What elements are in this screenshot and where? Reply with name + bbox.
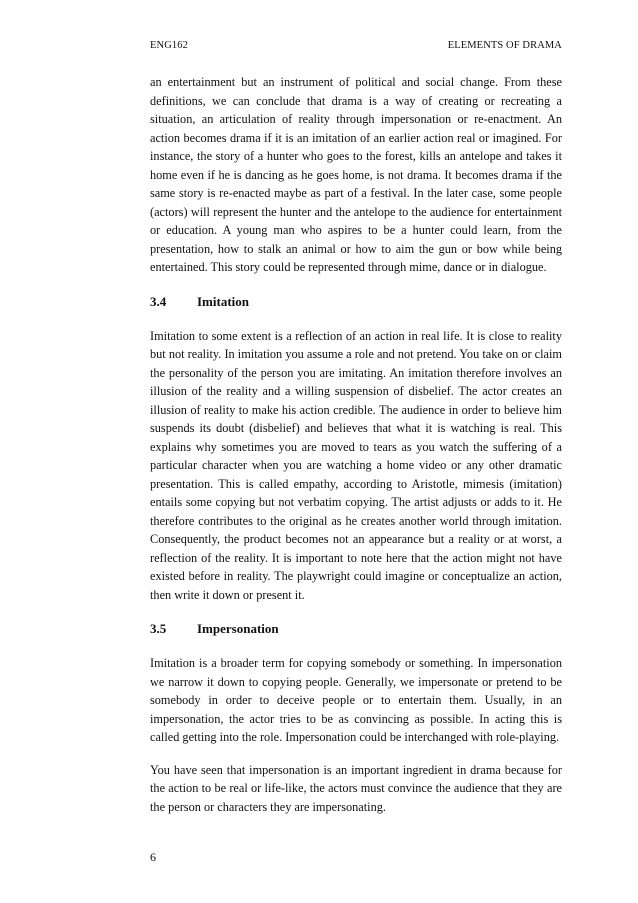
section-heading-imitation	[150, 293, 562, 311]
impersonation-paragraph-2: You have seen that impersonation is an important ingredient in drama because for the action to be real or life-like, the actors must convince the audience that they are the person or characters they are impersonating.	[150, 762, 562, 814]
page-number: 6	[150, 850, 156, 864]
section-number: 3.5	[150, 621, 167, 636]
section-number: 3.4	[150, 293, 167, 309]
imitation-paragraph: Imitation to some extent is a reflection of an action in real life. It is close to reality but not reality. In imitation you assume a role and not pretend. You take on or claim the personality of the person you are imitating. An imitation therefore involves an illusion of the reality and a willing suspension of disbelief. The actor creates an illusion of reality to make his action credible. The audience in order to believe him suspends its doubt (disbelief) and believes that what it is watching is real. This explains why sometimes you are moved to tears as you watch the suffering of a particular character when you are watching a home video or any other dramatic presentation. This is called empathy, according to Aristotle, mimesis (imitation) entails some copying but not verbatim copying. The artist adjusts or adds to it. He therefore contributes to the original as he creates another world through imitation. Consequently, the product becomes not an appearance but a reality or at worst, a reflection of the reality. It is important to note here that the action might not have existed before in reality. The playwright could imagine or conceptualize an action, then write it down or present it.	[150, 328, 562, 602]
course-code: ENG162	[150, 40, 188, 51]
section-title: Impersonation	[197, 621, 279, 636]
impersonation-paragraph-1: Imitation is a broader term for copying somebody or something. In impersonation we narrow it down to copying people. Generally, we impersonate or pretend to be somebody in order to deceive people or to entertain them. Usually, in an impersonation, the actor tries to be as convincing as possible. In acting this is called getting into the role. Impersonation could be interchanged with role-playing.	[150, 656, 562, 744]
section-title: Imitation	[197, 293, 249, 309]
section-heading-impersonation	[150, 620, 562, 638]
page-content	[150, 73, 562, 816]
intro-paragraph: an entertainment but an instrument of political and social change. From these definitions, we can conclude that drama is a way of creating or recreating a situation, an articulation of reality through impersonation or re-enactment. An action becomes drama if it is an imitation of an earlier action real or imagined. For instance, the story of a hunter who goes to the forest, kills an antelope and takes it home even if he is dancing as he goes home, is not drama. It becomes drama if the same story is re-enacted maybe as part of a festival. In the later case, some people (actors) will represent the hunter and the antelope to the audience for entertainment or education. A young man who aspires to be a hunter could learn, from the presentation, how to stalk an animal or how to aim the gun or bow while being entertained. This story could be represented through mime, dance or in dialogue.	[150, 75, 562, 274]
running-title: ELEMENTS OF DRAMA	[447, 40, 562, 51]
page-header	[150, 40, 562, 51]
